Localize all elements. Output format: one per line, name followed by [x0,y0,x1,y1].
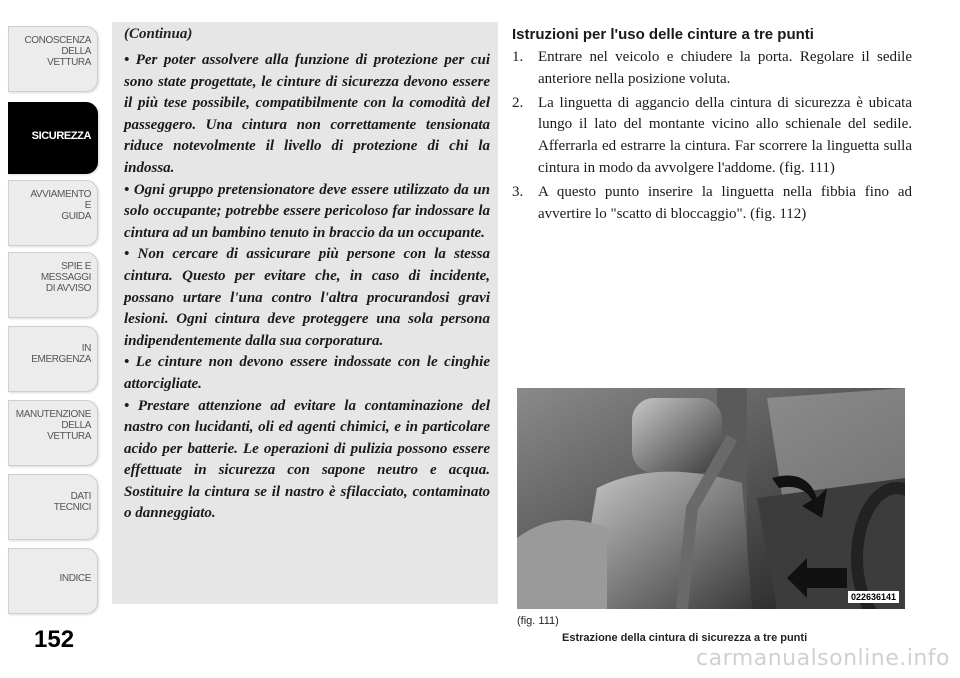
watermark: carmanualsonline.info [696,646,950,671]
tab-spie-e-messaggi[interactable]: SPIE E MESSAGGI DI AVVISO [8,252,98,318]
tab-manutenzione-della-vettura[interactable]: MANUTENZIONE DELLA VETTURA [8,400,98,466]
tab-indice[interactable]: INDICE [8,548,98,614]
tab-sicurezza[interactable]: SICUREZZA [8,102,98,174]
instruction-step [512,47,912,91]
warning-paragraph: • Le cinture non devono essere indossate con le cinghie attorcigliate. [124,354,490,392]
warning-box [112,22,498,604]
instructions-section [512,26,912,227]
step-text: La linguetta di aggancio della cintura di sicurezza è ubicata lungo il lato del montante vicino allo schienale del sedile. Afferrarla ed estrarre la cintura. Far scorrere la linguetta sulla cintura in modo da avvolgere l'addome. (fig. 111) [538,94,912,176]
seatbelt-figure [517,388,905,609]
instructions-list [512,47,912,225]
warning-paragraph: • Per poter assolvere alla funzione di protezione per cui sono state progettate, le cinture di sicurezza devono essere il più tese possibile, compatibilmente con la comodità del passeggero. Una cintura non correttamente tensionata riduce notevolmente il livello di protezione di chi la indossa. [124,52,490,176]
chapter-sidebar [0,0,100,640]
instruction-step [512,93,912,180]
seat-illustration [517,388,905,609]
warning-paragraph: • Prestare attenzione ad evitare la contaminazione del nastro con lucidanti, oli ed agenti chimici, e in particolare acido per batterie. Le operazioni di pulizia possono essere effettuate in sicurezza con sapone neutro e acqua. Sostituire la cintura se il nastro è sfilacciato, contaminato o danneggiato. [124,397,490,522]
warning-paragraph: • Ogni gruppo pretensionatore deve essere utilizzato da un solo occupante; potrebbe essere pericoloso far indossare la cintura ad un bambino tenuto in braccio da un occupante. [124,181,490,241]
step-text: Entrare nel veicolo e chiudere la porta. Regolare il sedile anteriore nella posizione voluta. [538,49,912,87]
step-number: 2. [512,94,524,111]
tab-in-emergenza[interactable]: IN EMERGENZA [8,326,98,392]
figure-label: (fig. 111) [517,615,559,627]
continued-label: (Continua) [124,26,193,42]
tab-conoscenza-della-vettura[interactable]: CONOSCENZA DELLA VETTURA [8,26,98,92]
step-text: A questo punto inserire la linguetta nella fibbia fino ad avvertire lo "scatto di bloccaggio". (fig. 112) [538,183,912,222]
page-number: 152 [34,626,75,653]
section-title: Istruzioni per l'uso delle cinture a tre punti [512,26,814,43]
tab-dati-tecnici[interactable]: DATI TECNICI [8,474,98,540]
step-number: 1. [512,49,524,65]
figure-caption: Estrazione della cintura di sicurezza a tre punti [562,632,808,644]
warning-paragraph: • Non cercare di assicurare più persone con la stessa cintura. Questo per evitare che, in caso di incidente, possano urtare l'una contro l'altra procurandosi gravi lesioni. Ogni cintura deve proteggere una sola persona indipendentemente dalla sua corporatura. [124,246,490,349]
step-number: 3. [512,183,524,200]
instruction-step [512,182,912,226]
tab-avviamento-e-guida[interactable]: AVVIAMENTO E GUIDA [8,180,98,246]
figure-code: 022636141 [848,591,899,603]
